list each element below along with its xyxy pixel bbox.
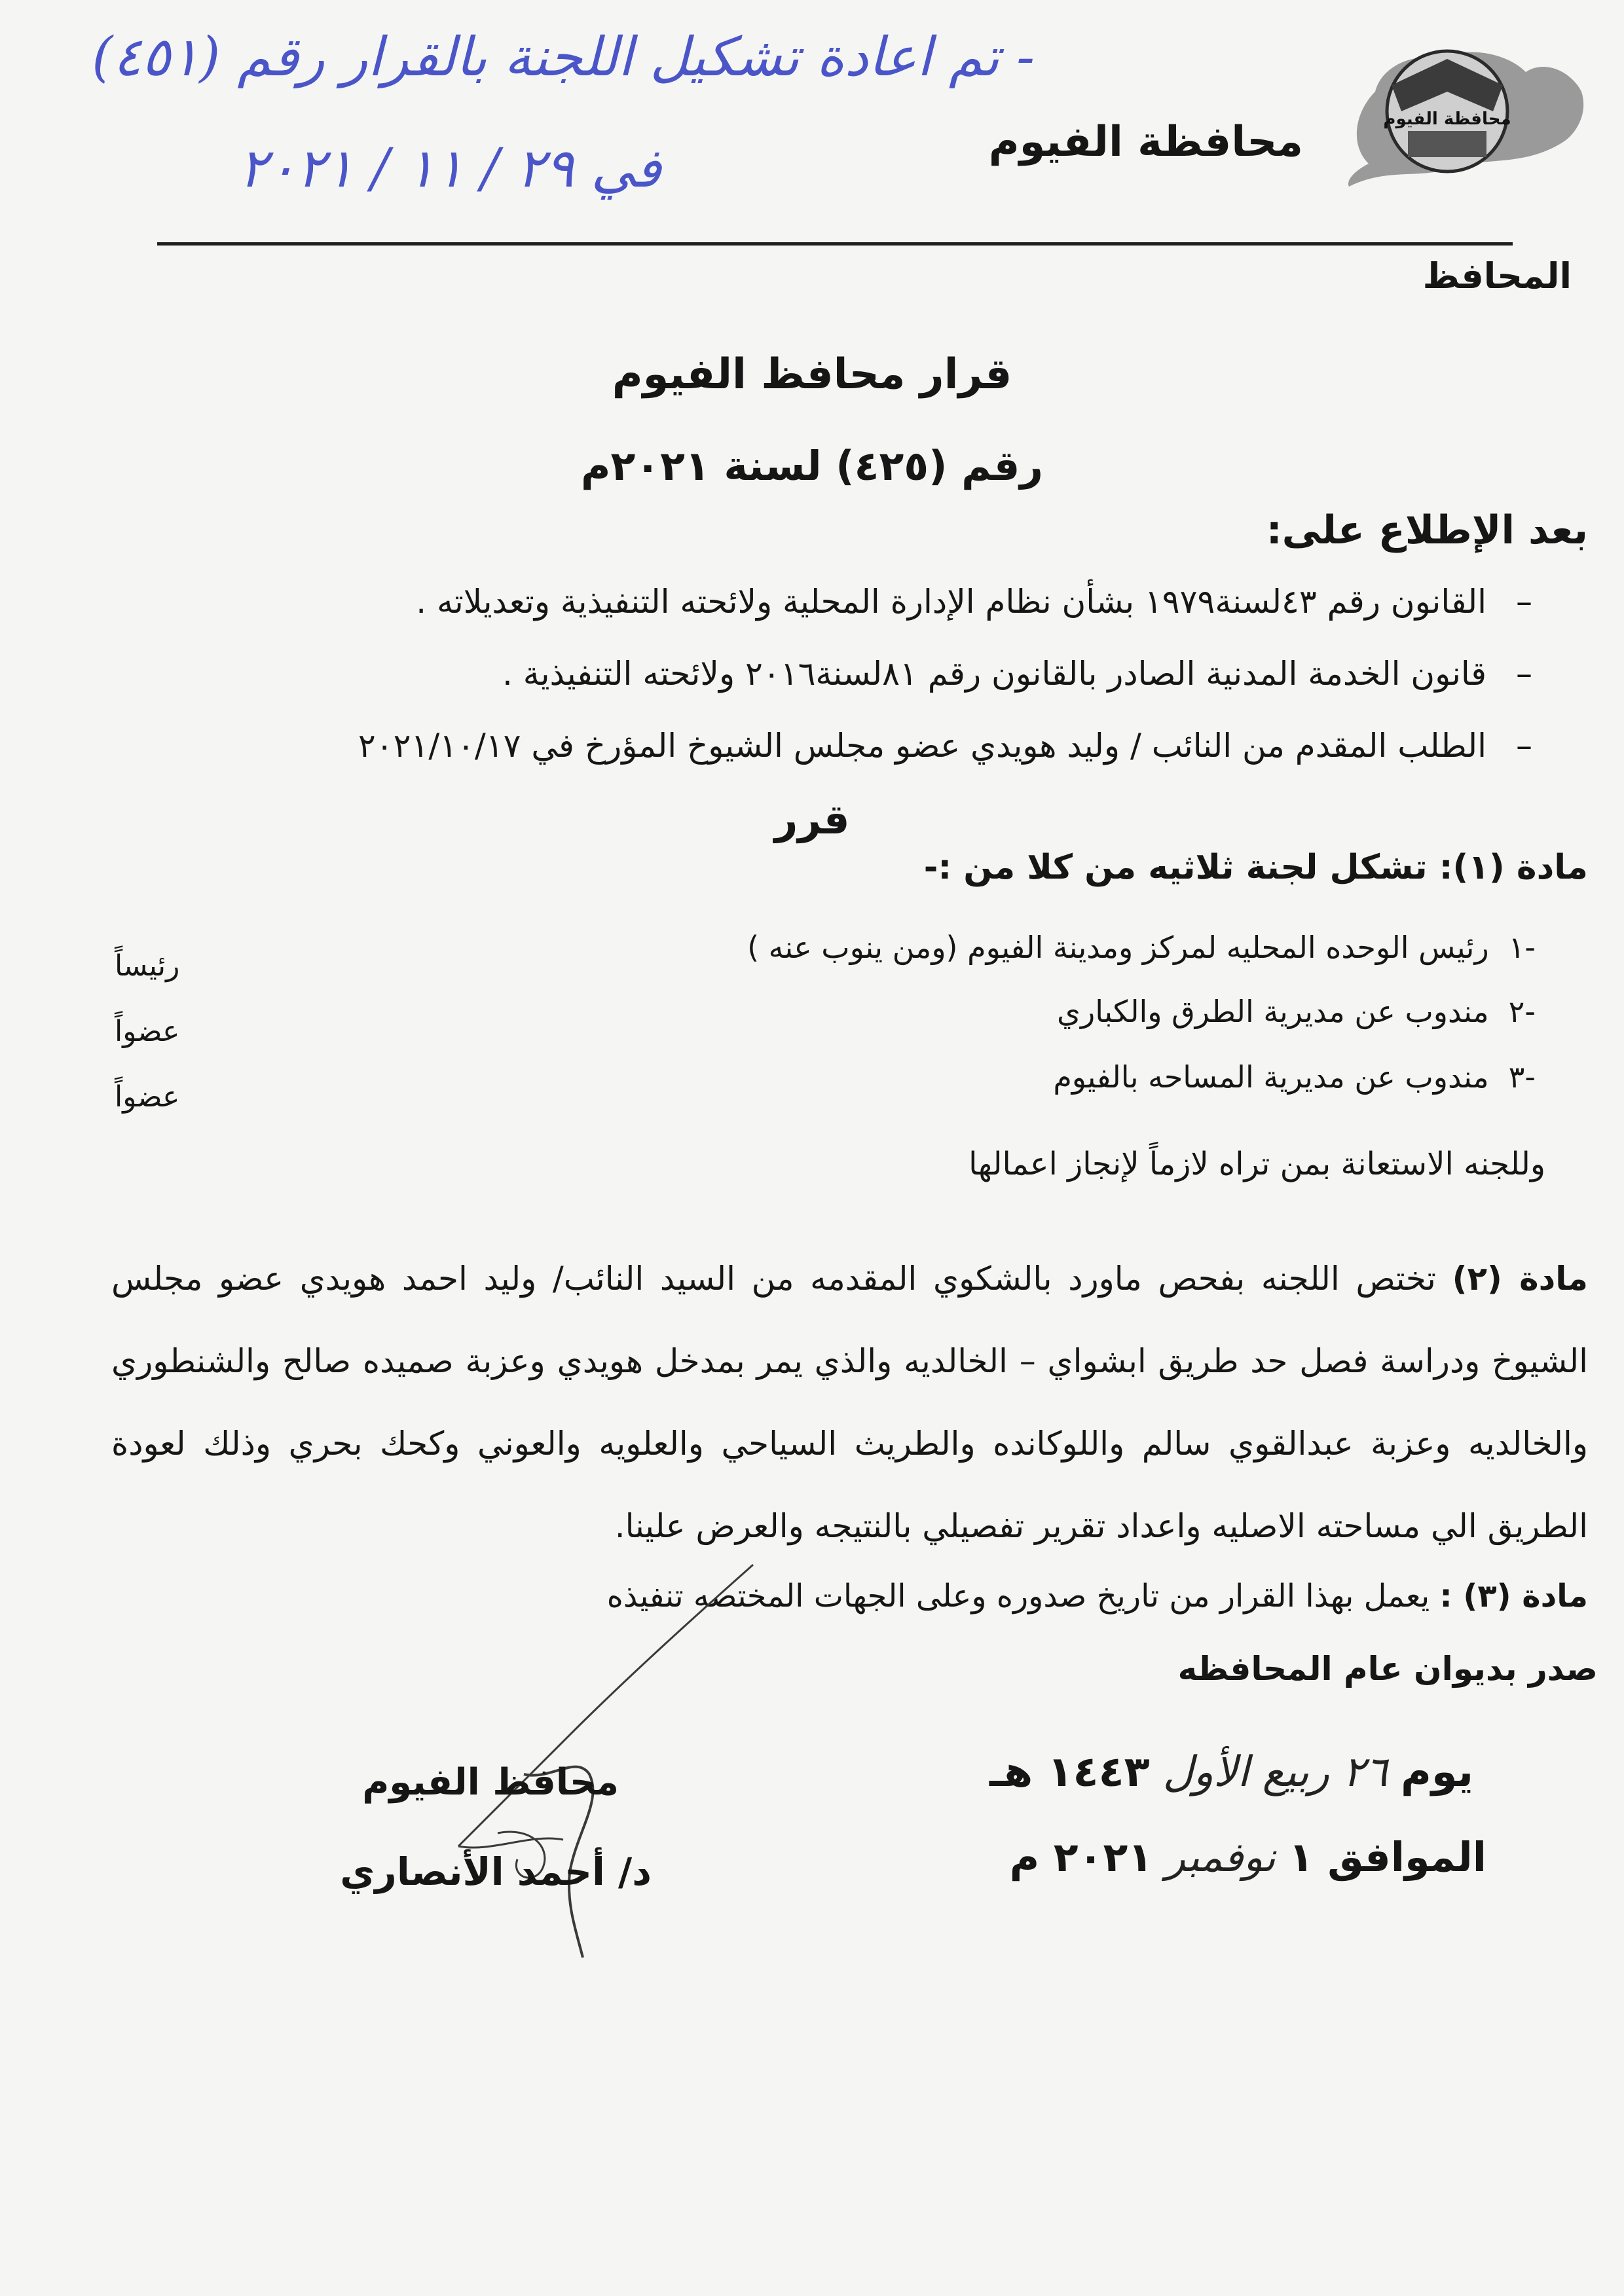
bullet-dash: – — [1516, 583, 1532, 621]
hijri-date-prefix: يوم — [1400, 1748, 1473, 1796]
article-3-text: يعمل بهذا القرار من تاريخ صدوره وعلى الجهات المختصه تنفيذه — [606, 1578, 1430, 1614]
reference-item — [502, 655, 1532, 693]
reference-item — [358, 727, 1532, 765]
governorate-logo — [1329, 33, 1591, 203]
article-2 — [111, 1237, 1588, 1567]
decision-title: قرار محافظ الفيوم — [612, 350, 1012, 399]
committee-member — [747, 930, 1536, 965]
gregorian-date-suffix: ٢٠٢١ م — [1009, 1833, 1153, 1881]
gregorian-date — [1010, 1833, 1486, 1881]
member-text: مندوب عن مديرية الطرق والكباري — [1056, 994, 1489, 1029]
member-text: مندوب عن مديرية المساحه بالفيوم — [1053, 1059, 1489, 1095]
member-role: رئيساً — [115, 949, 180, 983]
member-text: رئيس الوحده المحليه لمركز ومدينة الفيوم (ومن ينوب عنه ) — [747, 930, 1489, 965]
reference-text: الطلب المقدم من النائب / وليد هويدي عضو مجلس الشيوخ المؤرخ في ٢٠٢١/١٠/١٧ — [358, 727, 1486, 765]
hijri-date — [989, 1748, 1473, 1796]
office-label: المحافظ — [1422, 255, 1572, 297]
member-number: -١ — [1508, 930, 1536, 965]
article-3-label: مادة (٣) : — [1439, 1578, 1588, 1614]
member-number: -٢ — [1508, 994, 1536, 1029]
signatory-name: د/ أحمد الأنصاري — [340, 1850, 652, 1894]
member-number: -٣ — [1508, 1059, 1536, 1095]
decides-heading: قرر — [774, 795, 850, 843]
bullet-dash: – — [1516, 727, 1532, 765]
reference-item — [416, 583, 1532, 621]
handwritten-note-line1: - تم اعادة تشكيل اللجنة بالقرار رقم (٤٥١) — [92, 26, 1035, 88]
reference-text: القانون رقم ٤٣لسنة١٩٧٩ بشأن نظام الإدارة المحلية ولائحته التنفيذية وتعديلاته . — [416, 583, 1486, 621]
signatory-title: محافظ الفيوم — [362, 1761, 619, 1804]
issued-at: صدر بديوان عام المحافظه — [1177, 1650, 1598, 1688]
decision-number: رقم (٤٢٥) لسنة ٢٠٢١م — [581, 442, 1043, 490]
committee-member — [1053, 1059, 1536, 1095]
committee-member — [1057, 994, 1536, 1029]
bullet-dash: – — [1516, 655, 1532, 693]
article-1-heading: مادة (١): تشكل لجنة ثلاثيه من كلا من :- — [923, 848, 1588, 887]
header-divider — [157, 242, 1513, 246]
gregorian-date-prefix: الموافق ١ — [1288, 1833, 1486, 1881]
logo-text: محافظة الفيوم — [1383, 109, 1511, 129]
hijri-date-suffix: ١٤٤٣ هـ — [989, 1748, 1150, 1796]
reference-text: قانون الخدمة المدنية الصادر بالقانون رقم ٨١لسنة٢٠١٦ ولائحته التنفيذية . — [502, 655, 1486, 693]
article-2-label: مادة (٢) — [1452, 1260, 1588, 1298]
governorate-name: محافظة الفيوم — [988, 118, 1303, 166]
committee-assist-clause: وللجنه الاستعانة بمن تراه لازماً لإنجاز اعمالها — [969, 1146, 1545, 1182]
article-2-text: تختص اللجنه بفحص ماورد بالشكوي المقدمه من السيد النائب/ وليد احمد هويدي عضو مجلس الشيوخ ودراسة فصل حد طريق ابشواي – الخالديه والذي يمر بمدخل هويدي وعزبة صميده صالح والشنطوري والخالديه وعزبة عبدالقوي سالم واللوكانده والطريث السياحي والعلويه والعوني وكحك بحري وذلك لعودة الطريق الي مساحته الاصليه واعداد تقرير تفصيلي بالنتيجه والعرض علينا. — [111, 1260, 1588, 1545]
member-role: عضواً — [115, 1080, 180, 1114]
preamble-heading: بعد الإطلاع على: — [1266, 507, 1588, 553]
handwritten-note-line2: في ٢٩ / ١١ / ٢٠٢١ — [238, 137, 661, 200]
hijri-date-handwritten: ٢٦ ربيع الأول — [1162, 1748, 1388, 1796]
gregorian-date-handwritten: نوفمبر — [1166, 1833, 1276, 1881]
member-role: عضواً — [115, 1015, 180, 1048]
